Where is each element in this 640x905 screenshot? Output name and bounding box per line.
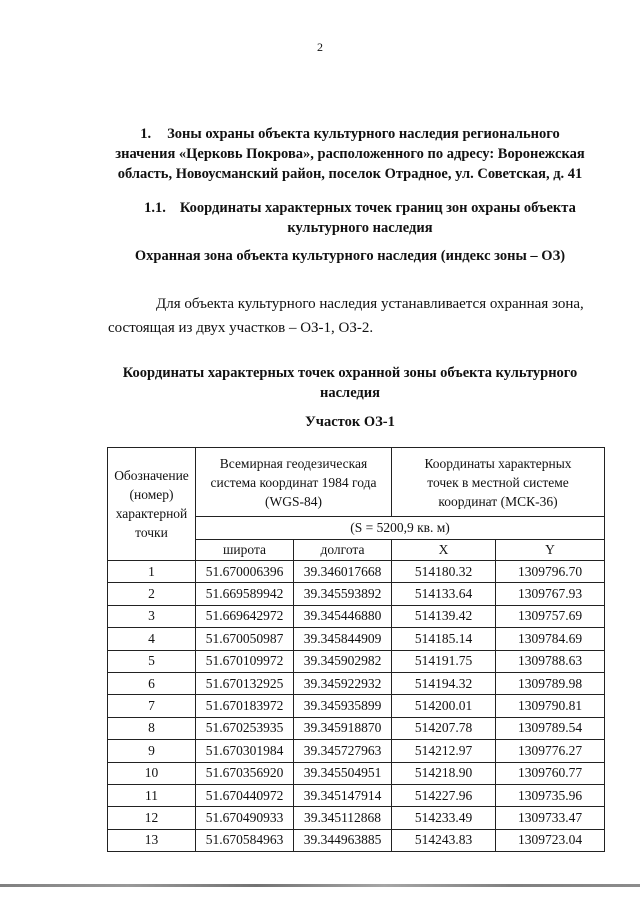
- point-number-cell: 5: [108, 650, 196, 672]
- x-cell: 514185.14: [392, 628, 496, 650]
- table-title-line-2: наследия: [320, 385, 380, 401]
- point-number-cell: 11: [108, 784, 196, 806]
- wgs-header: [196, 448, 392, 517]
- page-number: 2: [317, 40, 323, 54]
- longitude-cell: 39.345446880: [294, 605, 392, 627]
- msk-header: [392, 448, 605, 517]
- table-row: [108, 672, 605, 694]
- latitude-cell: 51.669642972: [196, 605, 294, 627]
- y-cell: 1309796.70: [496, 561, 605, 583]
- table-header-row: [108, 448, 605, 517]
- subsection-heading: [120, 198, 600, 238]
- x-cell: 514194.32: [392, 672, 496, 694]
- table-row: [108, 650, 605, 672]
- point-header-line-1: Обозначение: [114, 468, 189, 483]
- y-cell: 1309767.93: [496, 583, 605, 605]
- longitude-cell: 39.345504951: [294, 762, 392, 784]
- table-row: [108, 583, 605, 605]
- point-number-cell: 12: [108, 807, 196, 829]
- table-row: [108, 561, 605, 583]
- latitude-cell: 51.670109972: [196, 650, 294, 672]
- intro-paragraph-line-2: состоящая из двух участков – ОЗ-1, ОЗ-2.: [108, 320, 374, 336]
- table-row: [108, 717, 605, 739]
- msk-header-line-1: Координаты характерных: [424, 455, 572, 471]
- latitude-cell: 51.669589942: [196, 583, 294, 605]
- longitude-cell: 39.345147914: [294, 784, 392, 806]
- y-cell: 1309776.27: [496, 740, 605, 762]
- section-heading-text: Зоны охраны объекта культурного наследия регионального: [167, 126, 560, 142]
- y-cell: 1309784.69: [496, 628, 605, 650]
- x-cell: 514133.64: [392, 583, 496, 605]
- point-number-cell: 1: [108, 561, 196, 583]
- longitude-cell: 39.345935899: [294, 695, 392, 717]
- wgs-header-line-2: система координат 1984 года: [210, 474, 377, 490]
- section-heading-line-1: [100, 124, 600, 144]
- y-cell: 1309790.81: [496, 695, 605, 717]
- point-number-cell: 7: [108, 695, 196, 717]
- longitude-cell: 39.346017668: [294, 561, 392, 583]
- y-cell: 1309757.69: [496, 605, 605, 627]
- x-cell: 514212.97: [392, 740, 496, 762]
- x-cell: 514191.75: [392, 650, 496, 672]
- y-cell: 1309733.47: [496, 807, 605, 829]
- point-number-cell: 9: [108, 740, 196, 762]
- latitude-cell: 51.670132925: [196, 672, 294, 694]
- section-heading-line-2: значения «Церковь Покрова», расположенного по адресу: Воронежская: [115, 146, 585, 162]
- wgs-header-line-1: Всемирная геодезическая: [219, 455, 368, 471]
- msk-header-line-2: точек в местной системе: [427, 474, 569, 490]
- table-row: [108, 605, 605, 627]
- section-heading: [100, 124, 600, 184]
- point-header-line-3: характерной: [115, 506, 188, 521]
- subsection-heading-line-2: культурного наследия: [287, 220, 433, 236]
- table-row: [108, 807, 605, 829]
- longitude-header: долгота: [294, 540, 392, 561]
- y-cell: 1309789.54: [496, 717, 605, 739]
- x-header: X: [392, 540, 496, 561]
- subsection-heading-text: Координаты характерных точек границ зон охраны объекта: [179, 200, 576, 216]
- longitude-cell: 39.345844909: [294, 628, 392, 650]
- x-cell: 514139.42: [392, 605, 496, 627]
- subsection-number: 1.1.: [144, 200, 166, 216]
- latitude-cell: 51.670006396: [196, 561, 294, 583]
- point-number-cell: 2: [108, 583, 196, 605]
- longitude-cell: 39.345593892: [294, 583, 392, 605]
- area-cell: (S = 5200,9 кв. м): [196, 517, 605, 540]
- y-cell: 1309789.98: [496, 672, 605, 694]
- wgs-header-line-3: (WGS-84): [265, 493, 322, 509]
- y-cell: 1309723.04: [496, 829, 605, 851]
- point-number-cell: 4: [108, 628, 196, 650]
- table-title: [100, 363, 600, 403]
- intro-paragraph-line-1: Для объекта культурного наследия устанавливается охранная зона,: [156, 296, 584, 312]
- table-row: [108, 740, 605, 762]
- x-cell: 514207.78: [392, 717, 496, 739]
- y-cell: 1309760.77: [496, 762, 605, 784]
- subsection-heading-line-1: [120, 198, 600, 218]
- longitude-cell: 39.345727963: [294, 740, 392, 762]
- latitude-cell: 51.670050987: [196, 628, 294, 650]
- longitude-cell: 39.345112868: [294, 807, 392, 829]
- latitude-cell: 51.670440972: [196, 784, 294, 806]
- longitude-cell: 39.345918870: [294, 717, 392, 739]
- latitude-cell: 51.670490933: [196, 807, 294, 829]
- plot-title: Участок ОЗ-1: [305, 414, 395, 430]
- point-number-cell: 13: [108, 829, 196, 851]
- intro-paragraph: [108, 292, 600, 340]
- table-body: [108, 561, 605, 852]
- table-title-line-1: Координаты характерных точек охранной зоны объекта культурного: [122, 365, 578, 381]
- longitude-cell: 39.345902982: [294, 650, 392, 672]
- point-number-cell: 6: [108, 672, 196, 694]
- coordinates-table: [107, 447, 605, 852]
- section-heading-line-3: область, Новоусманский район, поселок Отрадное, ул. Советская, д. 41: [117, 166, 583, 182]
- point-number-cell: 8: [108, 717, 196, 739]
- latitude-header: широта: [196, 540, 294, 561]
- table-row: [108, 762, 605, 784]
- table-row: [108, 784, 605, 806]
- point-number-cell: 10: [108, 762, 196, 784]
- x-cell: 514227.96: [392, 784, 496, 806]
- x-cell: 514218.90: [392, 762, 496, 784]
- latitude-cell: 51.670301984: [196, 740, 294, 762]
- point-header: [108, 448, 196, 561]
- y-cell: 1309788.63: [496, 650, 605, 672]
- y-cell: 1309735.96: [496, 784, 605, 806]
- latitude-cell: 51.670183972: [196, 695, 294, 717]
- latitude-cell: 51.670253935: [196, 717, 294, 739]
- table-row: [108, 829, 605, 851]
- zone-title: Охранная зона объекта культурного наследия (индекс зоны – ОЗ): [134, 248, 566, 264]
- table-row: [108, 628, 605, 650]
- longitude-cell: 39.344963885: [294, 829, 392, 851]
- table-row: [108, 695, 605, 717]
- point-number-cell: 3: [108, 605, 196, 627]
- y-header: Y: [496, 540, 605, 561]
- latitude-cell: 51.670584963: [196, 829, 294, 851]
- x-cell: 514243.83: [392, 829, 496, 851]
- section-number: 1.: [140, 126, 152, 142]
- scan-edge-line: [0, 884, 640, 887]
- point-header-line-4: точки: [135, 525, 168, 540]
- longitude-cell: 39.345922932: [294, 672, 392, 694]
- point-header-line-2: (номер): [129, 487, 174, 502]
- x-cell: 514233.49: [392, 807, 496, 829]
- latitude-cell: 51.670356920: [196, 762, 294, 784]
- msk-header-line-3: координат (МСК-36): [438, 493, 558, 509]
- x-cell: 514200.01: [392, 695, 496, 717]
- x-cell: 514180.32: [392, 561, 496, 583]
